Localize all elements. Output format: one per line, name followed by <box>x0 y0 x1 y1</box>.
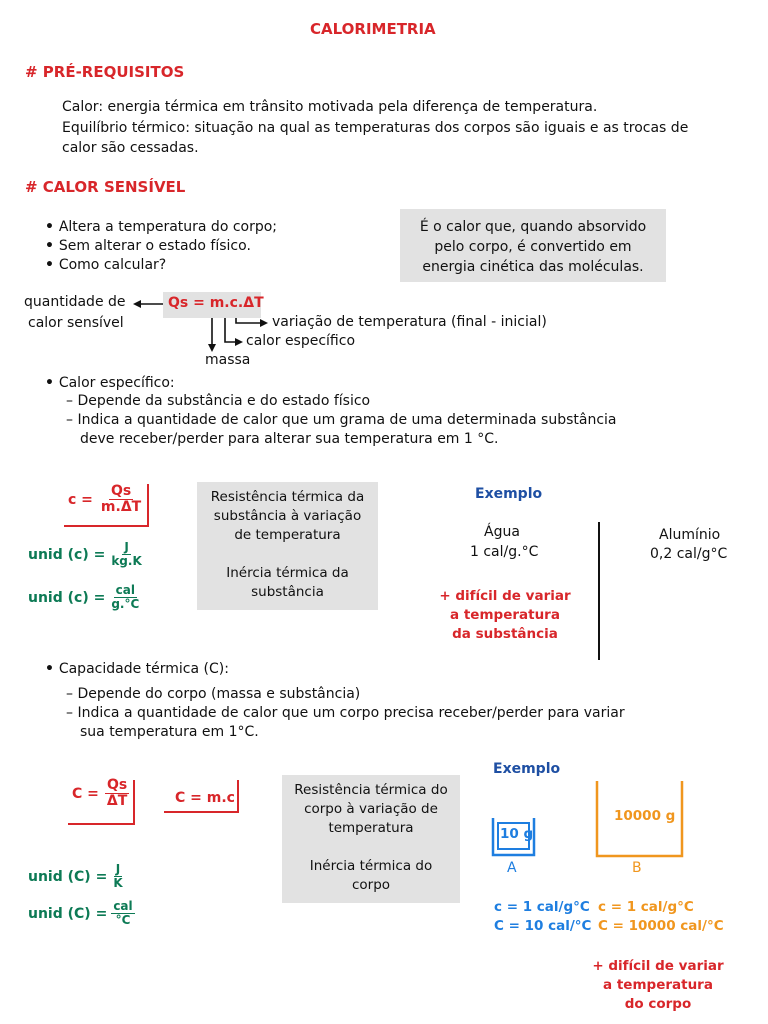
capacidade-box-line-1: Resistência térmica do <box>294 782 448 798</box>
capacidade-box-line-3: temperatura <box>328 820 414 836</box>
exemplo-1: Exemplo <box>475 486 543 502</box>
especifico-box-line-5: Inércia térmica da <box>226 565 349 581</box>
especifico-bullet: • Calor específico: <box>45 375 175 391</box>
C-formula-num: Qs <box>106 777 128 793</box>
especifico-box <box>197 482 378 610</box>
sensivel-box-line-2: pelo corpo, é convertido em <box>434 239 632 255</box>
especifico-box-line-6: substância <box>251 584 324 600</box>
sensivel-bullet-2: • Sem alterar o estado físico. <box>45 238 251 254</box>
aluminio-value: 0,2 cal/g°C <box>650 546 728 562</box>
m-label: massa <box>205 352 251 368</box>
capacidade-sub-1: – Depende do corpo (massa e substância) <box>66 686 361 702</box>
prereq-line-2: Equilíbrio térmico: situação na qual as temperaturas dos corpos são iguais e as trocas de <box>62 120 689 136</box>
especifico-note-1: + difícil de variar <box>439 588 571 604</box>
unid-c-2-lhs: unid (c) = <box>28 589 106 606</box>
arrow-right-icon <box>235 338 243 346</box>
qty-label-2: calor sensível <box>28 315 124 331</box>
prereq-line-1: Calor: energia térmica em trânsito motivada pela diferença de temperatura. <box>62 99 598 115</box>
container-a-label: 10 g <box>500 826 534 842</box>
especifico-box-line-1: Resistência térmica da <box>210 489 365 505</box>
sensivel-box-line-3: energia cinética das moléculas. <box>422 259 644 275</box>
capacidade-note <box>583 957 733 1014</box>
capacidade-box <box>282 775 460 903</box>
unid-c-1-den: kg.K <box>111 554 142 569</box>
A-specific-heat: c = 1 cal/g°C <box>494 899 590 915</box>
page-title: CALORIMETRIA <box>310 20 436 38</box>
prereq-line-3: calor são cessadas. <box>62 140 199 156</box>
B-specific-heat: c = 1 cal/g°C <box>598 899 694 915</box>
arrow-down-icon <box>208 344 216 352</box>
C-mc-frame <box>160 776 250 816</box>
c-label: calor específico <box>246 333 356 349</box>
C-formula-lhs: C = <box>72 785 99 802</box>
especifico-note-3: da substância <box>452 626 558 642</box>
capacidade-bullet: • Capacidade térmica (C): <box>45 661 229 677</box>
unid-c-2-num: cal <box>115 583 135 597</box>
var-label: variação de temperatura (final - inicial) <box>272 314 547 330</box>
capacidade-note-1: + difícil de variar <box>592 958 724 974</box>
sensivel-bullet-3: • Como calcular? <box>45 257 166 273</box>
label-A: A <box>507 860 517 876</box>
unid-C-2 <box>28 900 135 927</box>
container-b-label: 10000 g <box>614 808 676 824</box>
unid-C-1-lhs: unid (C) = <box>28 868 108 885</box>
especifico-box-line-2: substância à variação <box>213 508 362 524</box>
B-capacity: C = 10000 cal/°C <box>598 918 724 934</box>
c-formula-num: Qs <box>110 483 132 499</box>
example-divider <box>598 522 600 660</box>
unid-C-1-den: K <box>113 876 123 891</box>
capacidade-box-line-2: corpo à variação de <box>304 801 438 817</box>
unid-C-2-num: cal <box>113 899 133 913</box>
especifico-sub-2a: – Indica a quantidade de calor que um grama de uma determinada substância <box>66 412 617 428</box>
unid-c-1-lhs: unid (c) = <box>28 546 106 563</box>
unid-C-1-num: J <box>115 862 121 876</box>
capacidade-sub-2a: – Indica a quantidade de calor que um corpo precisa receber/perder para variar <box>66 705 625 721</box>
c-formula-lhs: c = <box>68 491 93 508</box>
label-B: B <box>632 860 642 876</box>
agua-value: 1 cal/g.°C <box>470 544 539 560</box>
especifico-note-2: a temperatura <box>450 607 560 623</box>
capacidade-note-2: a temperatura <box>603 977 713 993</box>
unid-C-2-lhs: unid (C) = <box>28 905 108 922</box>
capacidade-note-3: do corpo <box>624 996 692 1012</box>
capacidade-sub-2b: sua temperatura em 1°C. <box>80 724 259 740</box>
capacidade-box-line-5: Inércia térmica do <box>309 858 433 874</box>
especifico-sub-1: – Depende da substância e do estado físico <box>66 393 371 409</box>
agua-name: Água <box>484 524 520 540</box>
unid-c-2 <box>28 584 141 611</box>
sensivel-heading: # CALOR SENSÍVEL <box>25 178 186 196</box>
prereq-heading: # PRÉ-REQUISITOS <box>25 63 185 81</box>
c-formula-frame <box>60 480 160 530</box>
exemplo-2: Exemplo <box>493 761 561 777</box>
unid-C-2-den: °C <box>115 913 131 928</box>
especifico-note <box>430 587 580 644</box>
unid-c-1 <box>28 541 144 568</box>
c-formula-den: m.ΔT <box>100 499 142 516</box>
C-mc-formula: C = m.c <box>175 790 235 806</box>
especifico-sub-2b: deve receber/perder para alterar sua temperatura em 1 °C. <box>80 431 499 447</box>
especifico-box-line-3: de temperatura <box>234 527 341 543</box>
unid-c-2-den: g.°C <box>111 597 140 612</box>
unid-C-1 <box>28 863 125 890</box>
C-formula-den: ΔT <box>106 793 128 810</box>
qs-formula: Qs = m.c.ΔT <box>168 295 264 311</box>
aluminio-name: Alumínio <box>659 527 721 543</box>
capacidade-box-line-6: corpo <box>351 877 391 893</box>
C-formula-frame <box>64 776 146 828</box>
A-capacity: C = 10 cal/°C <box>494 918 592 934</box>
unid-c-1-num: J <box>124 540 129 554</box>
sensivel-bullet-1: • Altera a temperatura do corpo; <box>45 219 277 235</box>
sensivel-box-line-1: É o calor que, quando absorvido <box>419 219 647 235</box>
arrow-left-icon <box>133 300 141 308</box>
qty-label-1: quantidade de <box>24 294 126 310</box>
arrow-right-icon <box>260 319 268 327</box>
